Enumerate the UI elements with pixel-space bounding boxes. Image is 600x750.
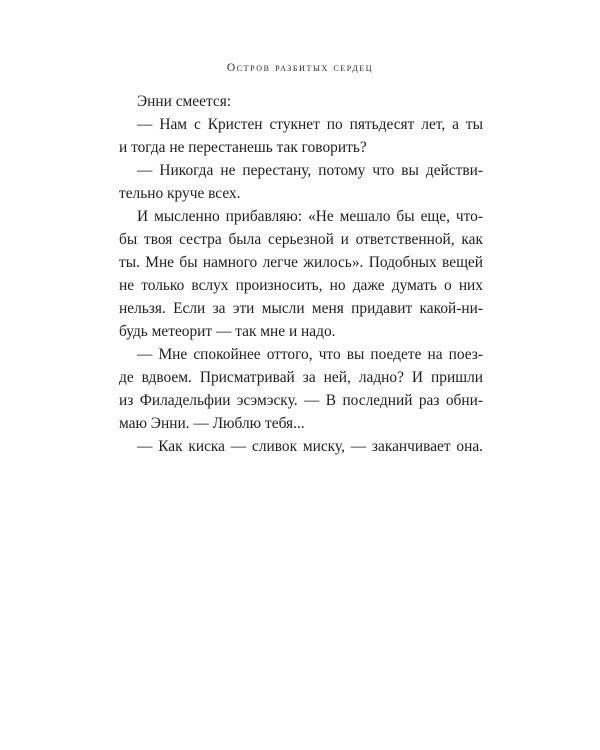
- text-line: — Нам с Кристен стукнет по пятьдесят лет, а ты: [137, 116, 483, 133]
- text-line: маю Энни. — Люблю тебя...: [119, 415, 305, 432]
- text-line: — Как киска — сливок миску, — заканчивает она.: [137, 438, 483, 455]
- text-line: бы твоя сестра была серьезной и ответственной, как: [119, 231, 483, 248]
- text-line: Энни смеется:: [137, 93, 232, 110]
- text-line: ты. Мне бы намного легче жилось». Подобных вещей: [119, 254, 483, 271]
- text-line: из Филадельфии эсэмэску. — В последний раз обни-: [119, 392, 483, 409]
- text-line: не только вслух произносить, но даже думать о них: [119, 277, 483, 294]
- text-line: И мысленно прибавляю: «Не мешало бы еще, что-: [137, 208, 483, 225]
- text-line: и тогда не перестанешь так говорить?: [119, 139, 367, 156]
- text-line: будь метеорит — так мне и надо.: [119, 323, 336, 340]
- text-line: нельзя. Если за эти мысли меня придавит какой-ни-: [119, 300, 483, 317]
- text-line: тельно круче всех.: [119, 185, 241, 202]
- text-line: — Мне спокойнее оттого, что вы поедете на поез-: [137, 346, 483, 363]
- text-line: — Никогда не перестану, потому что вы действи-: [137, 162, 483, 179]
- body-text: [119, 90, 483, 458]
- running-title: Остров разбитых сердец: [226, 62, 374, 74]
- text-line: де вдвоем. Присматривай за ней, ладно? И пришли: [119, 369, 483, 386]
